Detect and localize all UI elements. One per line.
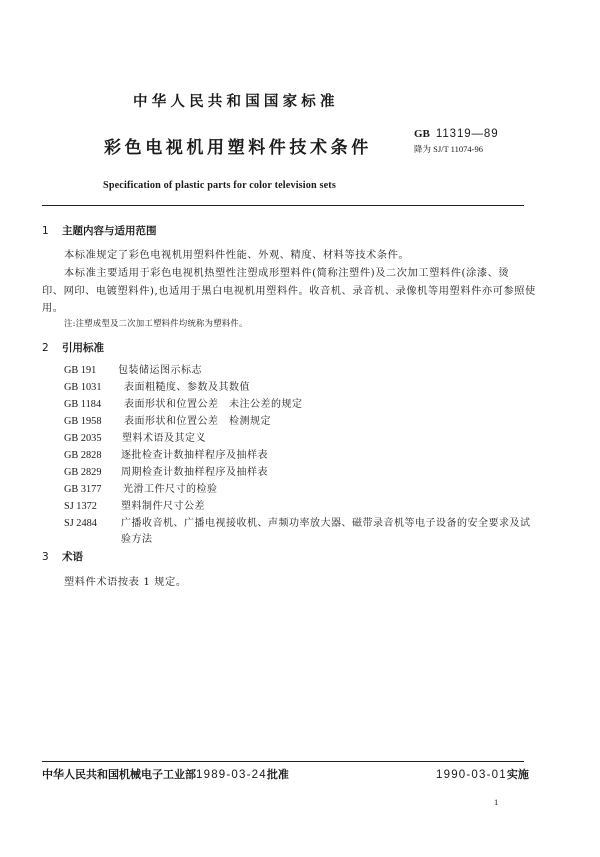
effective-suffix: 实施 bbox=[506, 768, 529, 781]
section-note: 注:注塑成型及二次加工塑料件均统称为塑料件。 bbox=[64, 318, 248, 328]
reference-item bbox=[64, 480, 218, 495]
reference-item bbox=[64, 446, 268, 461]
reference-code: GB 1958 bbox=[64, 416, 102, 427]
page-number: 1 bbox=[494, 797, 499, 807]
standard-number-value: 11319—89 bbox=[435, 128, 499, 140]
section-2-heading bbox=[42, 340, 104, 355]
reference-code: SJ 1372 bbox=[64, 501, 97, 512]
national-standard-label: 中华人民共和国国家标准 bbox=[133, 94, 339, 110]
paragraph: 本标准规定了彩色电视机用塑料件性能、外观、精度、材料等技术条件。 bbox=[64, 250, 410, 261]
reference-code: GB 2829 bbox=[64, 467, 102, 478]
reference-code: GB 2828 bbox=[64, 450, 102, 461]
standard-prefix: GB bbox=[414, 128, 430, 140]
paragraph: 本标准主要适用于彩色电视机热塑性注塑成形塑料件(简称注塑件)及二次加工塑料件(涂漆、烫 bbox=[64, 268, 510, 279]
header-divider bbox=[42, 205, 524, 206]
reference-item bbox=[64, 412, 271, 427]
reference-title: 光滑工件尺寸的检验 bbox=[123, 484, 218, 495]
reference-code: GB 2035 bbox=[64, 433, 102, 444]
reference-code: SJ 2484 bbox=[64, 518, 97, 529]
section-number: 1 bbox=[42, 225, 49, 237]
section-3-heading bbox=[42, 549, 83, 564]
reference-title: 表面形状和位置公差 检测规定 bbox=[124, 416, 271, 427]
reference-code: GB 1031 bbox=[64, 382, 102, 393]
reference-title: 表面形状和位置公差 未注公差的规定 bbox=[124, 399, 303, 410]
section-title: 主题内容与适用范围 bbox=[62, 225, 157, 237]
document-title-en: Specification of plastic parts for color television sets bbox=[103, 180, 336, 191]
approval-line bbox=[42, 766, 289, 782]
reference-item bbox=[64, 361, 202, 376]
reference-item bbox=[64, 463, 268, 478]
section-number: 3 bbox=[42, 551, 49, 563]
reference-title: 表面粗糙度、参数及其数值 bbox=[124, 382, 250, 393]
footer-divider bbox=[42, 761, 524, 762]
approval-org: 中华人民共和国机械电子工业部 bbox=[42, 768, 196, 781]
replaced-by-note: 降为 SJ/T 11074-96 bbox=[414, 144, 483, 154]
approval-suffix: 批准 bbox=[266, 768, 289, 781]
effective-line bbox=[436, 766, 529, 782]
reference-title: 塑料制件尺寸公差 bbox=[121, 501, 205, 512]
section-1-heading bbox=[42, 223, 157, 238]
paragraph: 塑料件术语按表 1 规定。 bbox=[64, 577, 187, 588]
reference-title-continuation: 验方法 bbox=[121, 534, 153, 545]
reference-code: GB 3177 bbox=[64, 484, 102, 495]
section-number: 2 bbox=[42, 342, 49, 354]
reference-item bbox=[64, 395, 303, 410]
reference-code: GB 1184 bbox=[64, 399, 102, 410]
reference-item bbox=[64, 497, 205, 512]
approval-date: 1989-03-24 bbox=[196, 769, 267, 781]
reference-title: 逐批检查计数抽样程序及抽样表 bbox=[121, 450, 268, 461]
reference-title: 包装储运图示标志 bbox=[118, 365, 202, 376]
effective-date: 1990-03-01 bbox=[436, 769, 507, 781]
reference-title: 广播收音机、广播电视接收机、声频功率放大器、磁带录音机等电子设备的安全要求及试 bbox=[121, 518, 531, 529]
reference-title: 塑料术语及其定义 bbox=[122, 433, 206, 444]
standard-number bbox=[414, 126, 499, 140]
reference-item bbox=[64, 429, 206, 444]
paragraph-continuation: 印、网印、电镀塑料件),也适用于黑白电视机用塑料件。收音机、录音机、录像机等用塑料件亦可参照使 bbox=[42, 286, 536, 297]
reference-title: 周期检查计数抽样程序及抽样表 bbox=[121, 467, 268, 478]
section-title: 术语 bbox=[62, 551, 83, 563]
section-title: 引用标准 bbox=[62, 342, 104, 354]
reference-item bbox=[64, 514, 531, 545]
reference-item bbox=[64, 378, 250, 393]
paragraph-continuation: 用。 bbox=[42, 303, 64, 314]
reference-code: GB 191 bbox=[64, 365, 97, 376]
document-title-cn: 彩色电视机用塑料件技术条件 bbox=[104, 138, 372, 158]
